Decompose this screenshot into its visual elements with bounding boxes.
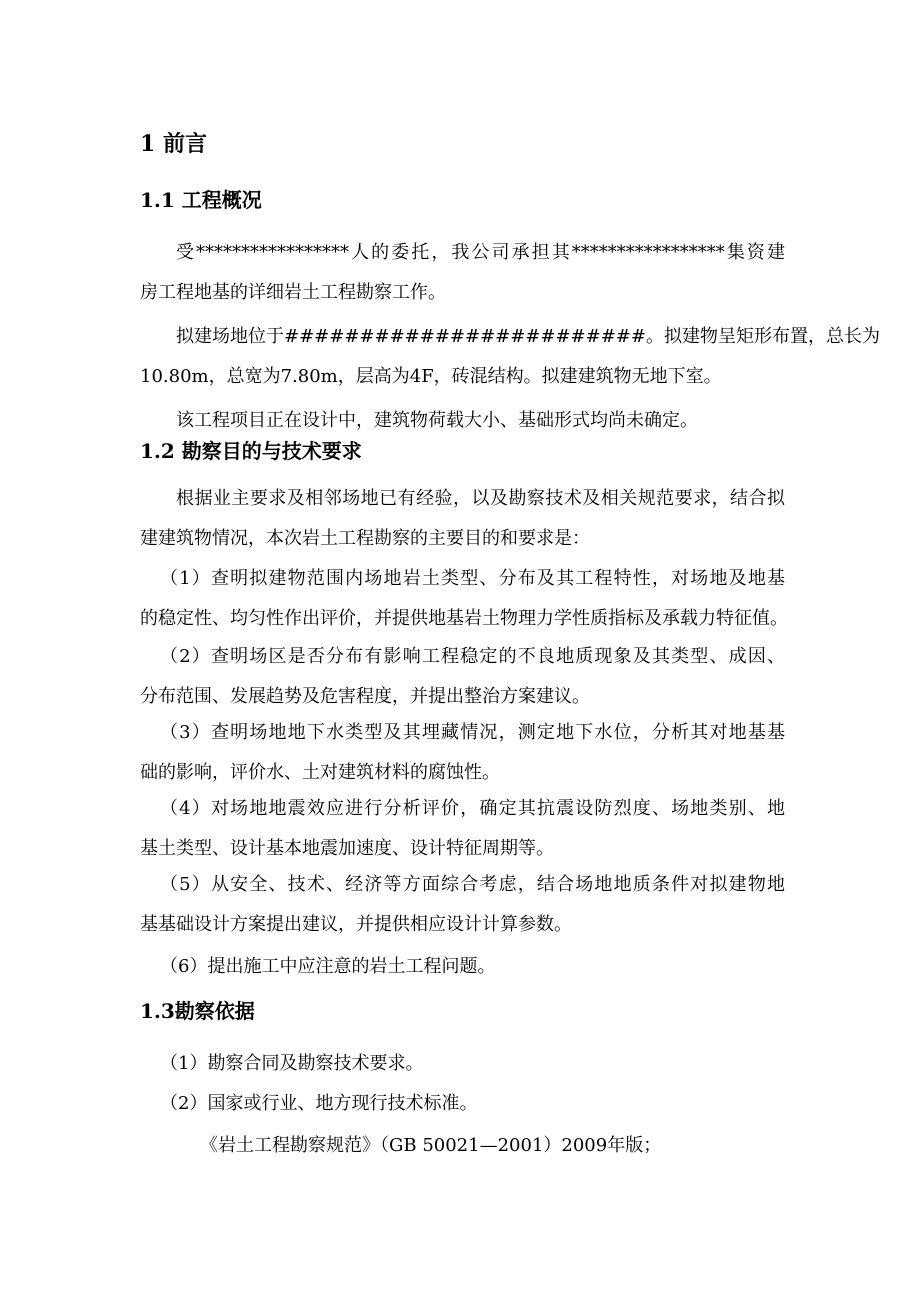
list-item-2-cont: 分布范围、发展趋势及危害程度，并提出整治方案建议。 <box>140 686 590 707</box>
standard-reference: 《岩土工程勘察规范》（GB 50021—2001）2009年版； <box>200 1135 662 1156</box>
list-item-6: （6）提出施工中应注意的岩土工程问题。 <box>160 956 496 977</box>
list-item-basis-2: （2）国家或行业、地方现行技术标准。 <box>160 1093 478 1114</box>
list-item-5: （5）从安全、技术、经济等方面综合考虑，结合场地地质条件对拟建物地 <box>160 874 785 895</box>
list-item-2: （2）查明场区是否分布有影响工程稳定的不良地质现象及其类型、成因、 <box>160 646 785 667</box>
list-item-3: （3）查明场地地下水类型及其埋藏情况，测定地下水位，分析其对地基基 <box>160 722 785 743</box>
heading-project-overview: 1.1 工程概况 <box>140 188 262 212</box>
paragraph-line: 受*****************人的委托，我公司承担其*****************集资建 <box>176 242 785 263</box>
list-item-4: （4）对场地地震效应进行分析评价，确定其抗震设防烈度、场地类别、地 <box>160 798 785 819</box>
paragraph-line: 建建筑物情况，本次岩土工程勘察的主要目的和要求是： <box>140 528 590 549</box>
paragraph-line: 房工程地基的详细岩土工程勘察工作。 <box>140 282 446 303</box>
paragraph-line: 10.80m，总宽为7.80m，层高为4F，砖混结构。拟建建筑物无地下室。 <box>140 366 722 387</box>
list-item-4-cont: 基土类型、设计基本地震加速度、设计特征周期等。 <box>140 838 554 859</box>
list-item-1: （1）查明拟建物范围内场地岩土类型、分布及其工程特性，对场地及地基 <box>160 568 785 589</box>
paragraph-line: 该工程项目正在设计中，建筑物荷载大小、基础形式均尚未确定。 <box>176 410 698 431</box>
heading-preface: 1 前言 <box>140 131 207 157</box>
paragraph-line: 根据业主要求及相邻场地已有经验，以及勘察技术及相关规范要求，结合拟 <box>176 488 785 509</box>
list-item-3-cont: 础的影响，评价水、土对建筑材料的腐蚀性。 <box>140 762 500 783</box>
list-item-basis-1: （1）勘察合同及勘察技术要求。 <box>160 1053 424 1074</box>
heading-survey-basis: 1.3勘察依据 <box>140 999 255 1023</box>
paragraph-line: 拟建场地位于########################。拟建物呈矩形布置，总长为 <box>176 326 880 347</box>
list-item-5-cont: 基基础设计方案提出建议，并提供相应设计计算参数。 <box>140 914 572 935</box>
list-item-1-cont: 的稳定性、均匀性作出评价，并提供地基岩土物理力学性质指标及承载力特征值。 <box>140 608 788 629</box>
heading-survey-purpose: 1.2 勘察目的与技术要求 <box>140 439 362 463</box>
